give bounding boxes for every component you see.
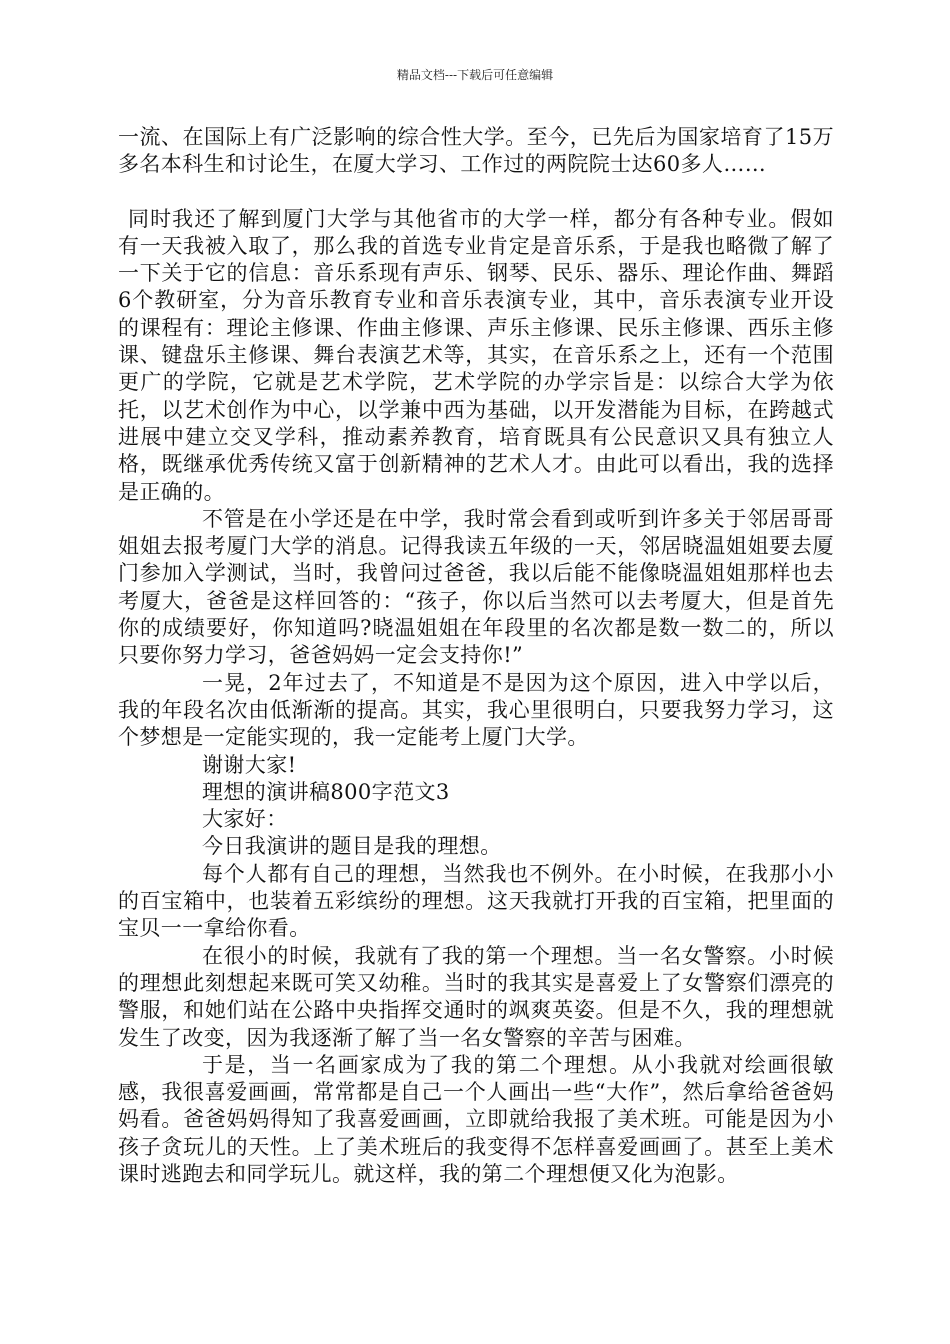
- paragraph-6: 在很小的时候，我就有了我的第一个理想。当一名女警察。小时候的理想此刻想起来既可笑又幼稚。当时的我其实是喜爱上了女警察们漂亮的警服，和她们站在公路中央指挥交通时的飒爽英姿。但是不久，我的理想就发生了改变，因为我逐渐了解了当一名女警察的辛苦与困难。: [118, 943, 834, 1050]
- section-title: 理想的演讲稿800字范文3: [202, 779, 450, 804]
- paragraph-gap: [118, 179, 834, 206]
- paragraph-5: 每个人都有自己的理想，当然我也不例外。在小时候，在我那小小的百宝箱中，也装着五彩缤纷的理想。这天我就打开我的百宝箱，把里面的宝贝一一拿给你看。: [118, 861, 834, 941]
- paragraph-4: 一晃，2年过去了，不知道是不是因为这个原因，进入中学以后，我的年段名次由低渐渐的提高。其实，我心里很明白，只要我努力学习，这个梦想是一定能实现的，我一定能考上厦门大学。: [118, 670, 834, 750]
- paragraph-3: 不管是在小学还是在中学，我时常会看到或听到许多关于邻居哥哥姐姐去报考厦门大学的消息。记得我读五年级的一天，邻居晓温姐姐要去厦门参加入学测试，当时，我曾问过爸爸，我以后能不能像晓温姐姐那样也去考厦大，爸爸是这样回答的：“孩子，你以后当然可以去考厦大，但是首先你的成绩要好，你知道吗?晓温姐姐在年段里的名次都是数一数二的，所以只要你努力学习，爸爸妈妈一定会支持你!”: [118, 506, 834, 668]
- greeting: 大家好：: [202, 807, 288, 832]
- paragraph-thanks: 谢谢大家!: [202, 752, 297, 777]
- paragraph-7: 于是，当一名画家成为了我的第二个理想。从小我就对绘画很敏感，我很喜爱画画，常常都是自己一个人画出一些“大作”，然后拿给爸爸妈妈看。爸爸妈妈得知了我喜爱画画，立即就给我报了美术班。可能是因为小孩子贪玩儿的天性。上了美术班后的我变得不怎样喜爱画画了。甚至上美术课时逃跑去和同学玩儿。就这样，我的第二个理想便又化为泡影。: [118, 1052, 834, 1186]
- paragraph-2: 同时我还了解到厦门大学与其他省市的大学一样，都分有各种专业。假如有一天我被入取了，那么我的首选专业肯定是音乐系，于是我也略微了解了一下关于它的信息：音乐系现有声乐、钢琴、民乐、器乐、理论作曲、舞蹈6个教研室，分为音乐教育专业和音乐表演专业，其中，音乐表演专业开设的课程有：理论主修课、作曲主修课、声乐主修课、民乐主修课、西乐主修课、键盘乐主修课、舞台表演艺术等，其实，在音乐系之上，还有一个范围更广的学院，它就是艺术学院，艺术学院的办学宗旨是：以综合大学为依托，以艺术创作为中心，以学兼中西为基础，以开发潜能为目标，在跨越式进展中建立交叉学科，推动素养教育，培育既具有公民意识又具有独立人格，既继承优秀传统又富于创新精神的艺术人才。由此可以看出，我的选择是正确的。: [118, 206, 834, 504]
- document-body: [118, 124, 834, 1188]
- page-header: 精品文档---下载后可任意编辑: [396, 68, 554, 82]
- paragraph-topic: 今日我演讲的题目是我的理想。: [202, 834, 502, 859]
- paragraph-1: 一流、在国际上有广泛影响的综合性大学。至今，已先后为国家培育了15万多名本科生和讨论生，在厦大学习、工作过的两院院士达60多人……: [118, 125, 834, 177]
